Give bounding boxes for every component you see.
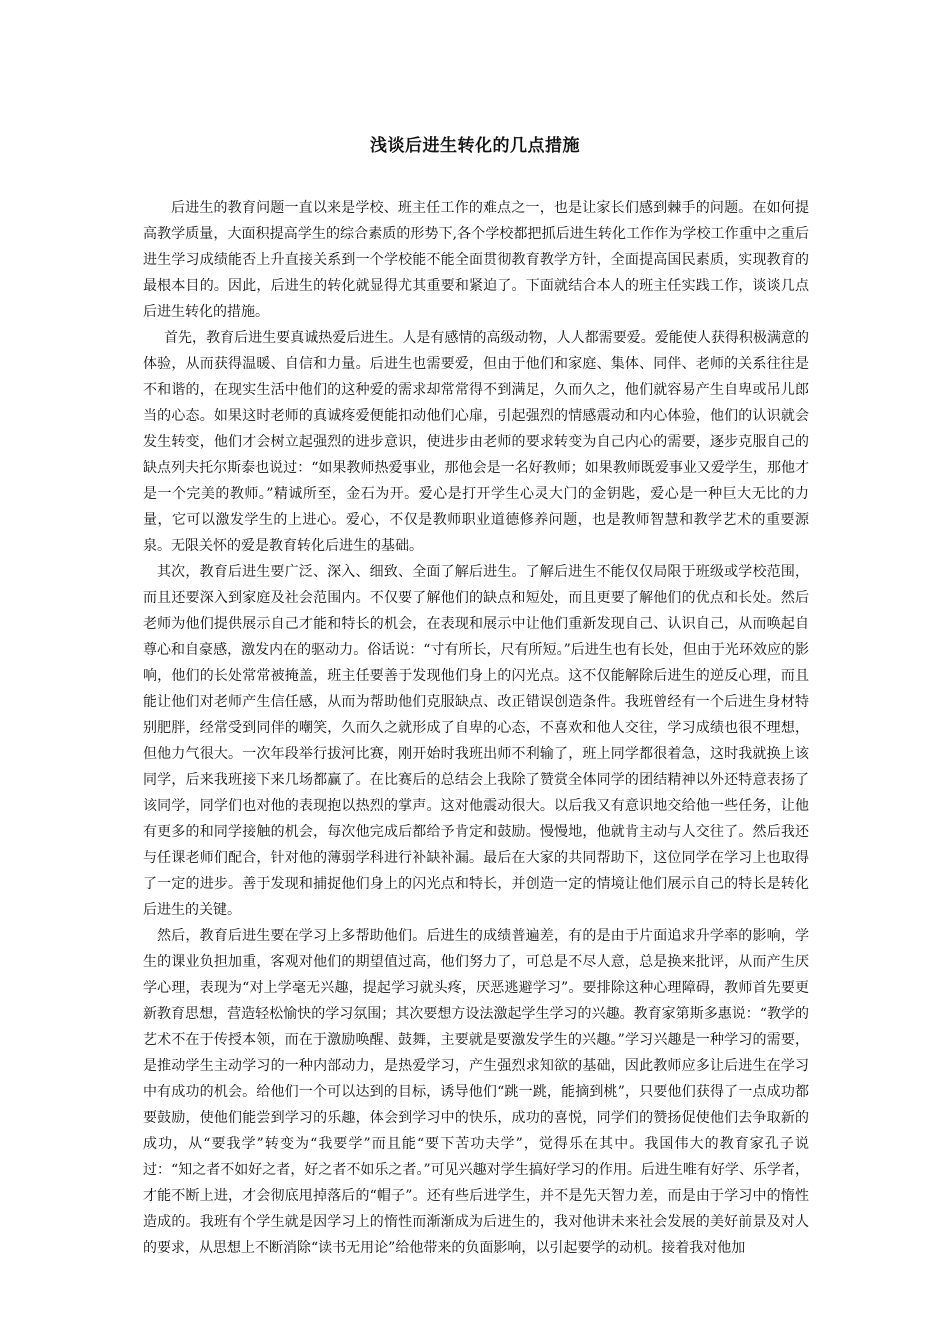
document-body — [143, 195, 809, 1261]
document-title: 浅谈后进生转化的几点措施 — [370, 136, 580, 156]
paragraph-first-measure: 首先，教育后进生要真诚热爱后进生。人是有感情的高级动物，人人都需要爱。爱能使人获得积极满意的体验，从而获得温暖、自信和力量。后进生也需要爱，但由于他们和家庭、集体、同伴、老师的关系往往是不和谐的，在现实生活中他们的这种爱的需求却常常得不到满足，久而久之，他们就容易产生自卑或吊儿郎当的心态。如果这时老师的真诚疼爱便能扣动他们心扉，引起强烈的情感震动和内心体验，他们的认识就会发生转变，他们才会树立起强烈的进步意识，使进步由老师的要求转变为自己内心的需要，逐步克服自己的缺点列夫托尔斯泰也说过：“如果教师热爱事业，那他会是一名好教师；如果教师既爱事业又爱学生，那他才是一个完美的教师。”精诚所至，金石为开。爱心是打开学生心灵大门的金钥匙，爱心是一种巨大无比的力量，它可以激发学生的上进心。爱心，不仅是教师职业道德修养问题，也是教师智慧和教学艺术的重要源泉。无限关怀的爱是教育转化后进生的基础。 — [143, 330, 809, 554]
paragraph-introduction: 后进生的教育问题一直以来是学校、班主任工作的难点之一，也是让家长们感到棘手的问题。在如何提高教学质量，大面积提高学生的综合素质的形势下,各个学校都把抓后进生转化工作作为学校工作重中之重后进生学习成绩能否上升直接关系到一个学校能不能全面贯彻教育教学方针，全面提高国民素质，实现教育的最根本目的。因此，后进生的转化就显得尤其重要和紧迫了。下面就结合本人的班主任实践工作，谈谈几点后进生转化的措施。 — [143, 200, 809, 320]
paragraph-second-measure: 其次，教育后进生要广泛、深入、细致、全面了解后进生。了解后进生不能仅仅局限于班级或学校范围，而且还要深入到家庭及社会范围内。不仅要了解他们的缺点和短处，而且更要了解他们的优点和长处。然后老师为他们提供展示自己才能和特长的机会，在表现和展示中让他们重新发现自己、认识自己，从而唤起自尊心和自豪感，激发内在的驱动力。俗话说：“寸有所长，尺有所短。”后进生也有长处，但由于光环效应的影响，他们的长处常常被掩盖，班主任要善于发现他们身上的闪光点。这不仅能解除后进生的逆反心理，而且能让他们对老师产生信任感，从而为帮助他们克服缺点、改正错误创造条件。我班曾经有一个后进生身材特别肥胖，经常受到同伴的嘲笑，久而久之就形成了自卑的心态，不喜欢和他人交往，学习成绩也很不理想，但他力气很大。一次年段举行拔河比赛，刚开始时我班出师不利输了，班上同学都很着急，这时我就换上该同学，后来我班接下来几场都赢了。在比赛后的总结会上我除了赞赏全体同学的团结精神以外还特意表扬了该同学，同学们也对他的表现抱以热烈的掌声。这对他震动很大。以后我又有意识地交给他一些任务，让他有更多的和同学接触的机会，每次他完成后都给予肯定和鼓励。慢慢地，他就肯主动与人交往了。然后我还与任课老师们配合，针对他的薄弱学科进行补缺补漏。最后在大家的共同帮助下，这位同学在学习上也取得了一定的进步。善于发现和捕捉他们身上的闪光点和特长，并创造一定的情境让他们展示自己的特长是转化后进生的关键。 — [143, 564, 809, 918]
paragraph-third-measure: 然后，教育后进生要在学习上多帮助他们。后进生的成绩普遍差，有的是由于片面追求升学率的影响，学生的课业负担加重，客观对他们的期望值过高，他们努力了，可总是不尽人意，总是换来批评，从而产生厌学心理，表现为“对上学毫无兴趣，提起学习就头疼，厌恶逃避学习”。要排除这种心理障碍，教师首先要更新教育思想，营造轻松愉快的学习氛围；其次要想方设法激起学生学习的兴趣。教育家第斯多惠说：“教学的艺术不在于传授本领，而在于激励唤醒、鼓舞，主要就是要激发学生的兴趣。”学习兴趣是一种学习的需要，是推动学生主动学习的一种内部动力，是热爱学习，产生强烈求知欲的基础，因此教师应多让后进生在学习中有成功的机会。给他们一个可以达到的目标，诱导他们“跳一跳，能摘到桃”，只要他们获得了一点成功都要鼓励，使他们能尝到学习的乐趣，体会到学习中的快乐，成功的喜悦，同学们的赞扬促使他们去争取新的成功，从“要我学”转变为“我要学”而且能“要下苦功夫学”，觉得乐在其中。我国伟大的教育家孔子说过：“知之者不如好之者，好之者不如乐之者。”可见兴趣对学生搞好学习的作用。后进生唯有好学、乐学者，才能不断上进，才会彻底甩掉落后的“帽子”。还有些后进学生，并不是先天智力差，而是由于学习中的惰性造成的。我班有个学生就是因学习上的惰性而渐渐成为后进生的，我对他讲未来社会发展的美好前景及对人的要求，从思想上不断消除“读书无用论”给他带来的负面影响，以引起要学的动机。接着我对他加 — [143, 928, 809, 1256]
